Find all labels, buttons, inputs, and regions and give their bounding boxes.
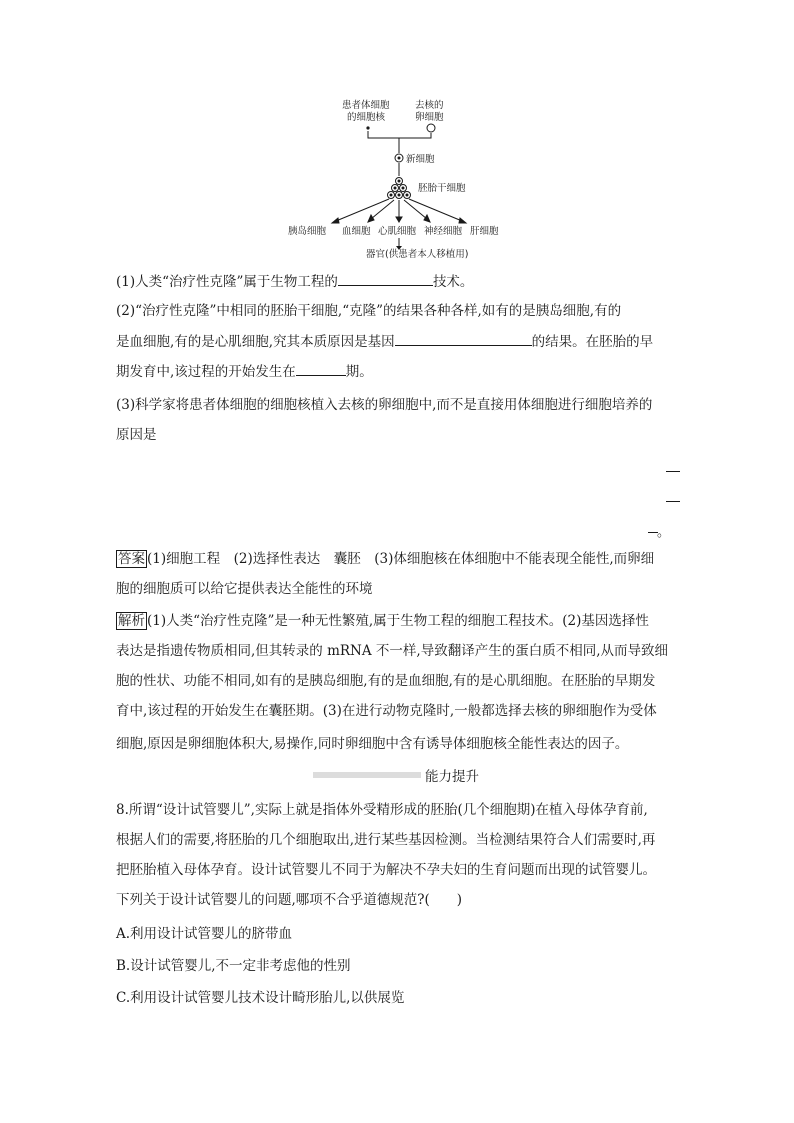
q1-line bbox=[116, 271, 473, 292]
q8-line-2: 根据人们的需要,将胚胎的几个细胞取出,进行某些基因检测。当检测结果符合人们需要时,再 bbox=[116, 832, 656, 848]
answer-tag: 答案 bbox=[118, 551, 145, 567]
q8-option-b: B.设计试管婴儿,不一定非考虑他的性别 bbox=[116, 958, 351, 974]
analysis-tag: 解析 bbox=[118, 613, 145, 629]
output-neural: 神经细胞 bbox=[424, 226, 463, 237]
q8-option-a: A.利用设计试管婴儿的脐带血 bbox=[116, 926, 293, 942]
output-cardiac: 心肌细胞 bbox=[378, 226, 417, 237]
new-cell-label: 新细胞 bbox=[406, 154, 435, 165]
q3-end-mark: 。 bbox=[657, 525, 671, 540]
patient-nucleus-label-1: 患者体细胞 bbox=[342, 100, 390, 111]
analysis-line-1 bbox=[116, 611, 649, 631]
section-bar bbox=[313, 772, 421, 778]
analysis-line-3: 胞的性状、功能不相同,如有的是胰岛细胞,有的是血细胞,有的是心肌细胞。在胚胎的早期发 bbox=[116, 673, 656, 689]
new-cell-nucleus bbox=[398, 157, 401, 160]
egg-label-1: 去核的 bbox=[415, 100, 444, 111]
differentiation-arrows bbox=[332, 199, 466, 223]
analysis-line-4: 育中,该过程的开始发生在囊胚期。(3)在进行动物克隆时,一般都选择去核的卵细胞作为受体 bbox=[116, 703, 657, 719]
organ-label: 器官(供患者本人移植用) bbox=[366, 249, 469, 260]
q2-line-3 bbox=[116, 361, 373, 382]
egg-label-2: 卵细胞 bbox=[415, 112, 444, 123]
q8-line-4: 下列关于设计试管婴儿的问题,哪项不合乎道德规范?( ) bbox=[116, 892, 463, 908]
cloning-diagram bbox=[0, 0, 794, 270]
q2-text-3-end: 期。 bbox=[345, 364, 373, 380]
output-pancreatic: 胰岛细胞 bbox=[288, 226, 327, 237]
q2-text-3: 期发育中,该过程的开始发生在 bbox=[116, 364, 296, 380]
section-title: 能力提升 bbox=[425, 769, 479, 785]
q2-blank-1 bbox=[395, 331, 532, 346]
q8-line-1: 8.所谓“设计试管婴儿”,实际上就是指体外受精形成的胚胎(几个细胞期)在植入母体孕育前, bbox=[116, 802, 648, 818]
q2-line-1: (2)“治疗性克隆”中相同的胚胎干细胞,“克隆”的结果各种各样,如有的是胰岛细胞,有的 bbox=[116, 303, 622, 319]
answer-line-1 bbox=[116, 549, 654, 569]
answer-text: (1)细胞工程 (2)选择性表达 囊胚 (3)体细胞核在体细胞中不能表现全能性,而卵细 bbox=[147, 551, 655, 567]
answer-blank-line-2 bbox=[666, 501, 680, 502]
egg-circle bbox=[427, 124, 435, 132]
q2-text: 是血细胞,有的是心肌细胞,究其本质原因是基因 bbox=[116, 334, 395, 350]
analysis-text: (1)人类“治疗性克隆”是一种无性繁殖,属于生物工程的细胞工程技术。(2)基因选择性 bbox=[147, 613, 649, 629]
q2-line-2 bbox=[116, 331, 653, 352]
q1-blank bbox=[338, 271, 433, 286]
answer-blank-line-1 bbox=[666, 471, 680, 472]
q3-line-2: 原因是 bbox=[116, 427, 157, 443]
embryonic-cluster-icon bbox=[388, 178, 411, 199]
q8-line-3: 把胚胎植入母体孕育。设计试管婴儿不同于为解决不孕夫妇的生育问题而出现的试管婴儿。 bbox=[116, 862, 656, 878]
nucleus-dot bbox=[366, 126, 369, 129]
patient-nucleus-label-2: 的细胞核 bbox=[347, 112, 386, 123]
q2-blank-2 bbox=[296, 361, 346, 376]
q1-text: (1)人类“治疗性克隆”属于生物工程的 bbox=[116, 274, 338, 290]
analysis-line-5: 细胞,原因是卵细胞体积大,易操作,同时卵细胞中含有诱导体细胞核全能性表达的因子。 bbox=[116, 736, 629, 752]
q2-text-cont: 的结果。在胚胎的早 bbox=[531, 334, 654, 350]
analysis-line-2: 表达是指遗传物质相同,但其转录的 mRNA 不一样,导致翻译产生的蛋白质不相同,从而导致细 bbox=[116, 643, 668, 659]
merge-lines bbox=[368, 131, 431, 153]
q8-option-c: C.利用设计试管婴儿技术设计畸形胎儿,以供展览 bbox=[116, 990, 405, 1006]
output-liver: 肝细胞 bbox=[470, 226, 499, 237]
embryonic-stem-label: 胚胎干细胞 bbox=[418, 183, 466, 194]
q3-line-1: (3)科学家将患者体细胞的细胞核植入去核的卵细胞中,而不是直接用体细胞进行细胞培养的 bbox=[116, 397, 653, 413]
q1-text-end: 技术。 bbox=[432, 274, 474, 290]
answer-line-2: 胞的细胞质可以给它提供表达全能性的环境 bbox=[116, 581, 373, 597]
output-blood: 血细胞 bbox=[342, 226, 371, 237]
